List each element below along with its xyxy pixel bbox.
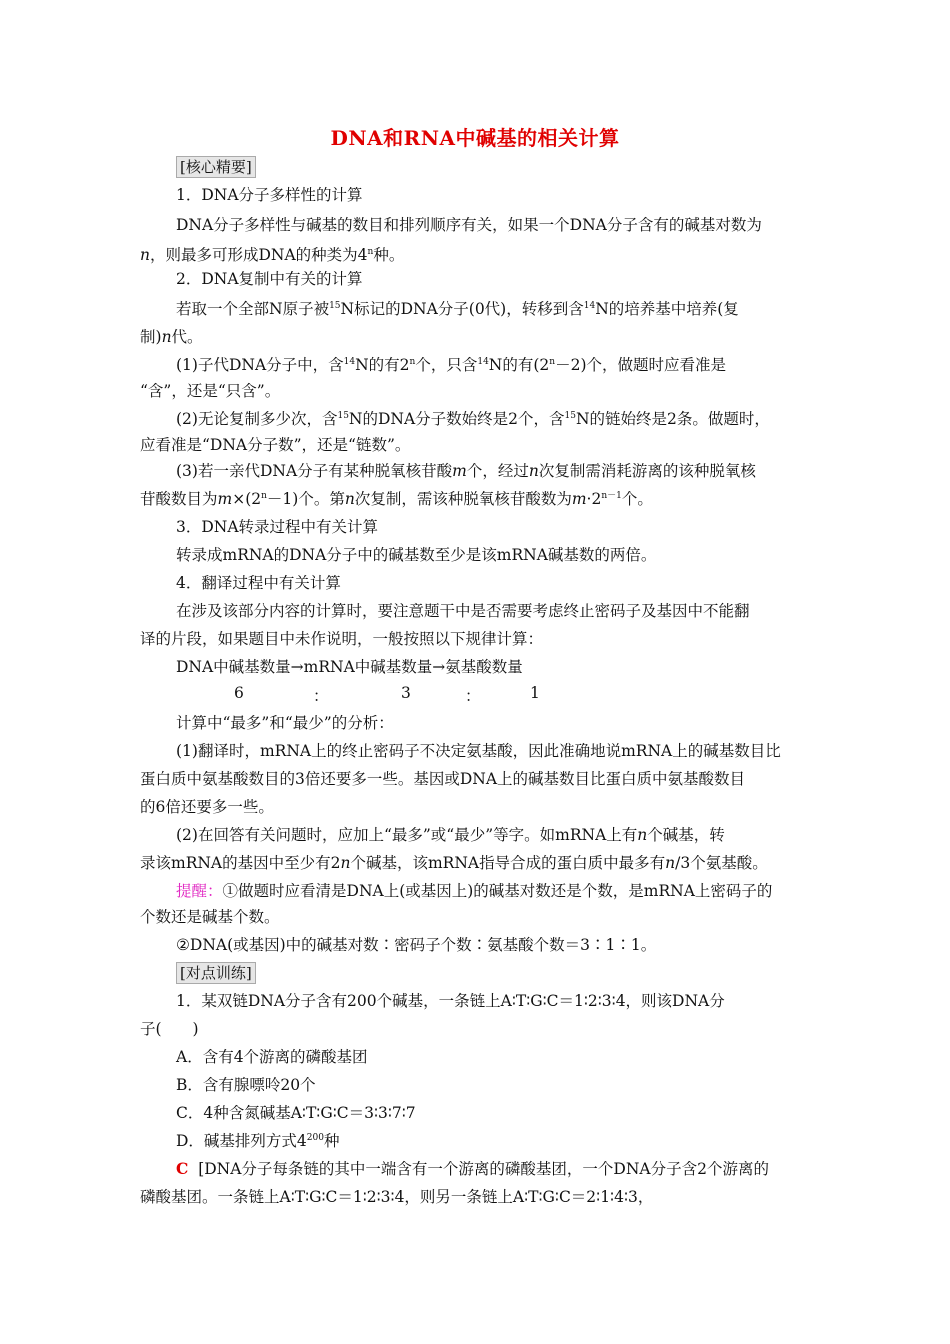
text: N的有(2 bbox=[488, 356, 550, 374]
ratio-value: 1 bbox=[530, 684, 540, 702]
text: 个。 bbox=[621, 490, 653, 508]
text: (3)若一亲代DNA分子有某种脱氧核苷酸 bbox=[176, 462, 453, 480]
text: ·2 bbox=[586, 490, 602, 508]
answer-a bbox=[176, 1158, 769, 1180]
text: [DNA分子每条链的其中一端含有一个游离的磷酸基团，一个DNA分子含2个游离的 bbox=[198, 1160, 769, 1178]
para-1a: DNA分子多样性与碱基的数目和排列顺序有关，如果一个DNA分子含有的碱基对数为 bbox=[176, 216, 762, 234]
text: －2)个，做题时应看准是 bbox=[555, 356, 726, 374]
text: /3个氨基酸。 bbox=[675, 854, 768, 872]
page-title: DNA和RNA中碱基的相关计算 bbox=[330, 126, 620, 150]
text: 个，只含 bbox=[415, 356, 478, 374]
var-m: m bbox=[217, 490, 233, 508]
text: 种 bbox=[323, 1132, 340, 1150]
superscript: 200 bbox=[306, 1133, 324, 1143]
var-n: n bbox=[637, 826, 648, 844]
para-3a bbox=[176, 354, 726, 376]
para-8-chain: DNA中碱基数量→mRNA中碱基数量→氨基酸数量 bbox=[176, 658, 523, 676]
para-6: 转录成mRNA的DNA分子中的碱基数至少是该mRNA碱基数的两倍。 bbox=[176, 546, 657, 564]
text: D．碱基排列方式4 bbox=[176, 1132, 307, 1150]
superscript: n－1 bbox=[601, 491, 622, 501]
heading-4: 4．翻译过程中有关计算 bbox=[176, 574, 341, 592]
superscript: 15 bbox=[329, 301, 341, 311]
text: (1)子代DNA分子中，含 bbox=[176, 356, 344, 374]
ratio-colon: ： bbox=[313, 687, 329, 705]
tip-label: 提醒： bbox=[176, 882, 223, 900]
para-5a bbox=[176, 460, 756, 482]
text: 个，经过 bbox=[466, 462, 529, 480]
text: 种。 bbox=[373, 246, 405, 264]
superscript: n bbox=[409, 357, 416, 367]
text: ①做题时应看清是DNA上(或基因上)的碱基对数还是个数，是mRNA上密码子的 bbox=[222, 882, 773, 900]
para-10b: 蛋白质中氨基酸数目的3倍还要多一些。基因或DNA上的碱基数目比蛋白质中氨基酸数目 bbox=[140, 770, 746, 788]
text: N的DNA分子数始终是2个，含 bbox=[348, 410, 565, 428]
text: 制) bbox=[140, 328, 162, 346]
text: 次复制，需该种脱氧核苷酸数为 bbox=[354, 490, 572, 508]
para-3b: “含”，还是“只含”。 bbox=[140, 382, 281, 400]
para-4b: 应看准是“DNA分子数”，还是“链数”。 bbox=[140, 436, 411, 454]
ratio-value: 3 bbox=[401, 684, 411, 702]
var-n: n bbox=[344, 490, 355, 508]
para-7a: 在涉及该部分内容的计算时，要注意题干中是否需要考虑终止密码子及基因中不能翻 bbox=[176, 602, 750, 620]
var-n: n bbox=[161, 328, 172, 346]
text: N的链始终是2条。做题时， bbox=[575, 410, 770, 428]
tip-para-b: 个数还是碱基个数。 bbox=[140, 908, 280, 926]
var-m: m bbox=[452, 462, 467, 480]
superscript: 14 bbox=[477, 357, 489, 367]
text: 次复制需消耗游离的该种脱氧核 bbox=[538, 462, 756, 480]
superscript: 15 bbox=[564, 411, 576, 421]
text: 个碱基，转 bbox=[647, 826, 725, 844]
text: 若取一个全部N原子被 bbox=[176, 300, 330, 318]
option-c: C．4种含氮碱基A∶T∶G∶C＝3∶3∶7∶7 bbox=[176, 1104, 416, 1122]
text: (2)在回答有关问题时，应加上“最多”或“最少”等字。如mRNA上有 bbox=[176, 826, 638, 844]
var-n: n bbox=[665, 854, 676, 872]
superscript: 14 bbox=[343, 357, 356, 367]
para-11a bbox=[176, 824, 725, 846]
superscript: 15 bbox=[337, 411, 349, 421]
ratio-colon: ： bbox=[465, 687, 481, 705]
section-train-label: [对点训练] bbox=[176, 962, 256, 984]
text: (2)无论复制多少次，含 bbox=[176, 410, 338, 428]
text: N的培养基中培养(复 bbox=[595, 300, 739, 318]
para-1b bbox=[140, 244, 404, 266]
option-b: B．含有腺嘌呤20个 bbox=[176, 1076, 316, 1094]
para-11b bbox=[140, 852, 768, 874]
superscript: n bbox=[549, 357, 556, 367]
heading-2: 2．DNA复制中有关的计算 bbox=[176, 270, 363, 288]
text: N标记的DNA分子(0代)，转移到含 bbox=[340, 300, 584, 318]
para-13: ②DNA(或基因)中的碱基对数∶密码子个数∶氨基酸个数＝3∶1∶1。 bbox=[176, 936, 657, 954]
var-n: n bbox=[528, 462, 539, 480]
var-m: m bbox=[571, 490, 587, 508]
question-1b: 子( ) bbox=[140, 1020, 199, 1038]
superscript: 14 bbox=[583, 301, 596, 311]
question-1a: 1．某双链DNA分子含有200个碱基，一条链上A∶T∶G∶C＝1∶2∶3∶4，则该DNA分 bbox=[176, 992, 725, 1010]
text: ×(2 bbox=[232, 490, 262, 508]
ratio-value: 6 bbox=[234, 684, 244, 702]
para-2a bbox=[176, 298, 739, 320]
text: 个碱基，该mRNA指导合成的蛋白质中最多有 bbox=[350, 854, 666, 872]
para-9: 计算中“最多”和“最少”的分析： bbox=[176, 714, 394, 732]
text: 苷酸数目为 bbox=[140, 490, 218, 508]
para-10c: 的6倍还要多一些。 bbox=[140, 798, 274, 816]
var-n: n bbox=[340, 854, 351, 872]
superscript: n bbox=[261, 491, 267, 501]
answer-b: 磷酸基团。一条链上A∶T∶G∶C＝1∶2∶3∶4，则另一条链上A∶T∶G∶C＝2∶1∶4∶3， bbox=[140, 1188, 654, 1206]
heading-1: 1．DNA分子多样性的计算 bbox=[176, 186, 363, 204]
heading-3: 3．DNA转录过程中有关计算 bbox=[176, 518, 379, 536]
superscript: n bbox=[367, 247, 374, 257]
text: －1)个。第 bbox=[266, 490, 345, 508]
section-core-label: [核心精要] bbox=[176, 156, 256, 178]
text: ，则最多可形成DNA的种类为4 bbox=[149, 246, 368, 264]
para-7b: 译的片段，如果题目中未作说明，一般按照以下规律计算： bbox=[140, 630, 544, 648]
text: N的有2 bbox=[355, 356, 410, 374]
tip-para-a bbox=[176, 880, 772, 902]
var-n: n bbox=[140, 246, 150, 264]
para-5b bbox=[140, 488, 653, 510]
option-a: A．含有4个游离的磷酸基团 bbox=[176, 1048, 368, 1066]
answer-letter: C bbox=[176, 1159, 189, 1178]
para-10a: (1)翻译时，mRNA上的终止密码子不决定氨基酸，因此准确地说mRNA上的碱基数目比 bbox=[176, 742, 781, 760]
option-d bbox=[176, 1130, 340, 1152]
para-4a bbox=[176, 408, 770, 430]
text: 代。 bbox=[171, 328, 203, 346]
text: 录该mRNA的基因中至少有2 bbox=[140, 854, 341, 872]
para-2b bbox=[140, 326, 203, 348]
